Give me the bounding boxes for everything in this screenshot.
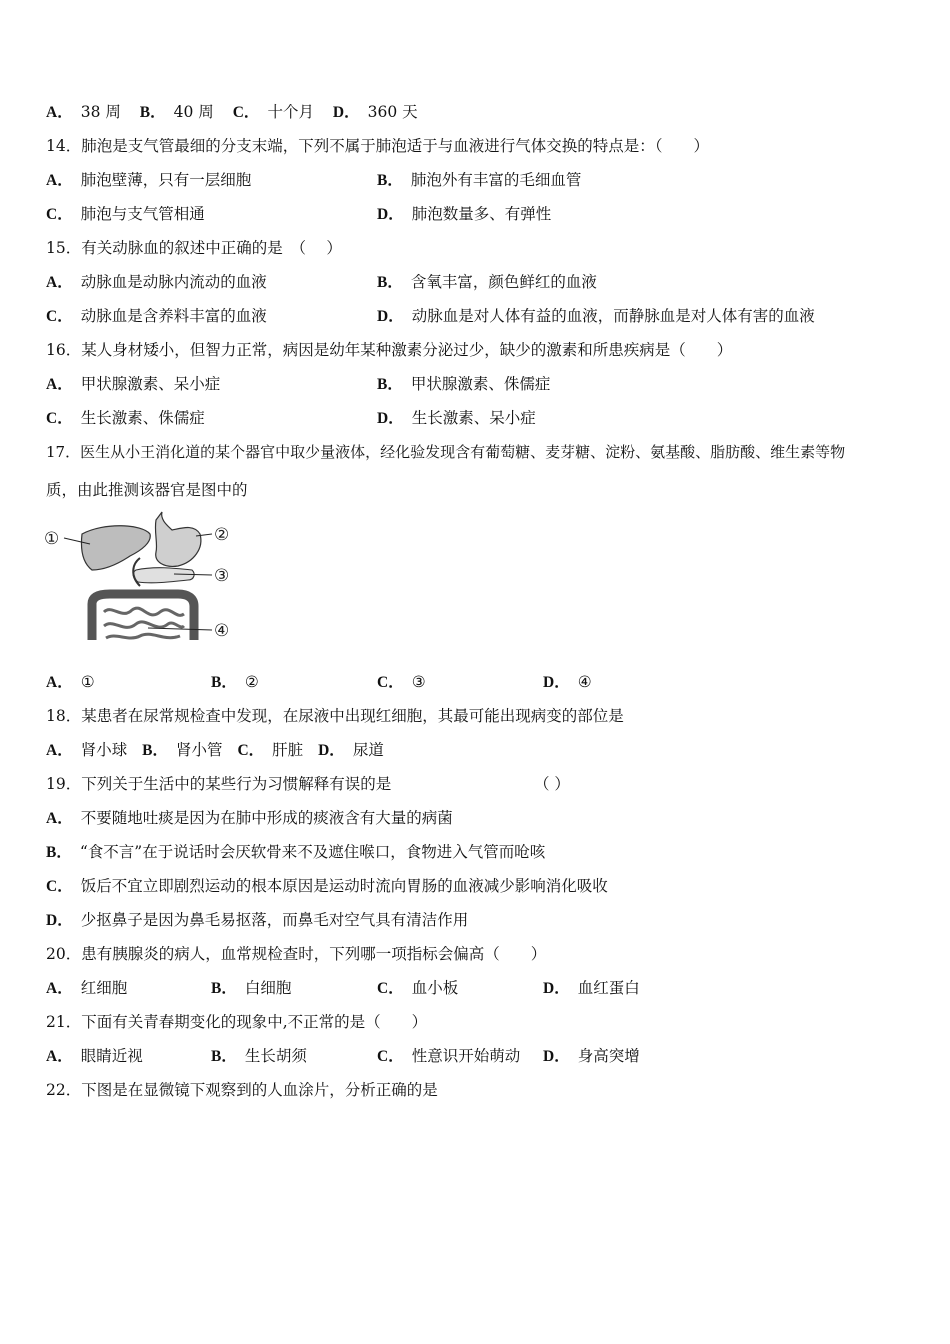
digestive-organs-illustration (44, 508, 240, 644)
stomach-shape (155, 512, 200, 566)
liver-shape (81, 526, 150, 570)
q21-stem: 21．下面有关青春期变化的现象中,不正常的是（ ） (46, 1013, 428, 1031)
q15-option-b: B． 含氧丰富，颜色鲜红的血液 (377, 273, 597, 291)
q14-option-a: A． 肺泡壁薄，只有一层细胞 (46, 171, 252, 189)
q16-stem: 16．某人身材矮小，但智力正常，病因是幼年某种激素分泌过少，缺少的激素和所患疾病是（ ） (46, 341, 733, 359)
q16-option-d: D． 生长激素、呆小症 (377, 409, 536, 427)
q15-option-d: D． 动脉血是对人体有益的血液，而静脉血是对人体有害的血液 (377, 307, 815, 325)
digestive-system-figure (44, 508, 240, 644)
figure-label-3: ③ (214, 566, 230, 586)
q13-option-b: B． 40 周 (139, 103, 214, 121)
q15-option-c: C． 动脉血是含养料丰富的血液 (46, 307, 267, 325)
q19-option-c: C． 饭后不宜立即剧烈运动的根本原因是运动时流向胃肠的血液减少影响消化吸收 (46, 877, 608, 895)
q20-option-d: D． 血红蛋白 (543, 979, 640, 997)
q20-option-a: A． 红细胞 (46, 979, 128, 997)
q21-option-b: B． 生长胡须 (211, 1047, 307, 1065)
q21-option-c: C． 性意识开始萌动 (377, 1047, 521, 1065)
figure-label-2: ② (214, 525, 230, 545)
pancreas-shape (133, 568, 194, 583)
q18-option-b: B． 肾小管 (142, 741, 223, 759)
q19-option-d: D． 少抠鼻子是因为鼻毛易抠落，而鼻毛对空气具有清洁作用 (46, 911, 469, 929)
figure-label-1: ① (44, 529, 60, 549)
q18-options (46, 740, 384, 760)
q16-option-b: B． 甲状腺激素、侏儒症 (377, 375, 551, 393)
q14-stem: 14．肺泡是支气管最细的分支末端，下列不属于肺泡适于与血液进行气体交换的特点是：（ ） (46, 137, 709, 155)
q13-options (46, 102, 418, 122)
q19-stem: 19．下列关于生活中的某些行为习惯解释有误的是 (46, 775, 392, 793)
figure-label-4: ④ (214, 621, 230, 641)
q20-stem: 20．患有胰腺炎的病人，血常规检查时，下列哪一项指标会偏高（ ） (46, 945, 547, 963)
q16-option-c: C． 生长激素、侏儒症 (46, 409, 205, 427)
q21-option-d: D． 身高突增 (543, 1047, 640, 1065)
q22-stem: 22．下图是在显微镜下观察到的人血涂片，分析正确的是 (46, 1081, 438, 1099)
q14-option-d: D． 肺泡数量多、有弹性 (377, 205, 552, 223)
q18-option-c: C． 肝脏 (237, 741, 304, 759)
q13-option-d: D． 360 天 (332, 103, 418, 121)
q14-option-b: B． 肺泡外有丰富的毛细血管 (377, 171, 582, 189)
q19-bracket: （ ） (534, 775, 570, 793)
q17-option-a: A． ① (46, 673, 95, 691)
small-intestine-shape (104, 608, 184, 638)
q16-option-a: A． 甲状腺激素、呆小症 (46, 375, 221, 393)
q17-stem-line2: 质，由此推测该器官是图中的 (46, 481, 248, 499)
q19-option-b: B． “食不言”在于说话时会厌软骨来不及遮住喉口，食物进入气管而呛咳 (46, 843, 546, 861)
large-intestine-shape (92, 594, 194, 640)
q17-option-c: C． ③ (377, 673, 426, 691)
q19-option-a: A． 不要随地吐痰是因为在肺中形成的痰液含有大量的病菌 (46, 809, 453, 827)
q13-option-a: A． 38 周 (46, 103, 121, 121)
q18-option-a: A． 肾小球 (46, 741, 128, 759)
q20-option-c: C． 血小板 (377, 979, 459, 997)
q13-option-c: C． 十个月 (232, 103, 314, 121)
q21-option-a: A． 眼睛近视 (46, 1047, 143, 1065)
q15-stem: 15．有关动脉血的叙述中正确的是 （ ） (46, 239, 342, 257)
q18-stem: 18．某患者在尿常规检查中发现，在尿液中出现红细胞，其最可能出现病变的部位是 (46, 707, 624, 725)
q15-option-a: A． 动脉血是动脉内流动的血液 (46, 273, 267, 291)
q18-option-d: D． 尿道 (318, 741, 384, 759)
q20-option-b: B． 白细胞 (211, 979, 292, 997)
q17-option-d: D． ④ (543, 673, 592, 691)
q14-option-c: C． 肺泡与支气管相通 (46, 205, 205, 223)
q17-option-b: B． ② (211, 673, 259, 691)
q17-stem-line1: 17．医生从小王消化道的某个器官中取少量液体，经化验发现含有葡萄糖、麦芽糖、淀粉、氨基酸、脂肪酸、维生素等物 (46, 443, 846, 461)
